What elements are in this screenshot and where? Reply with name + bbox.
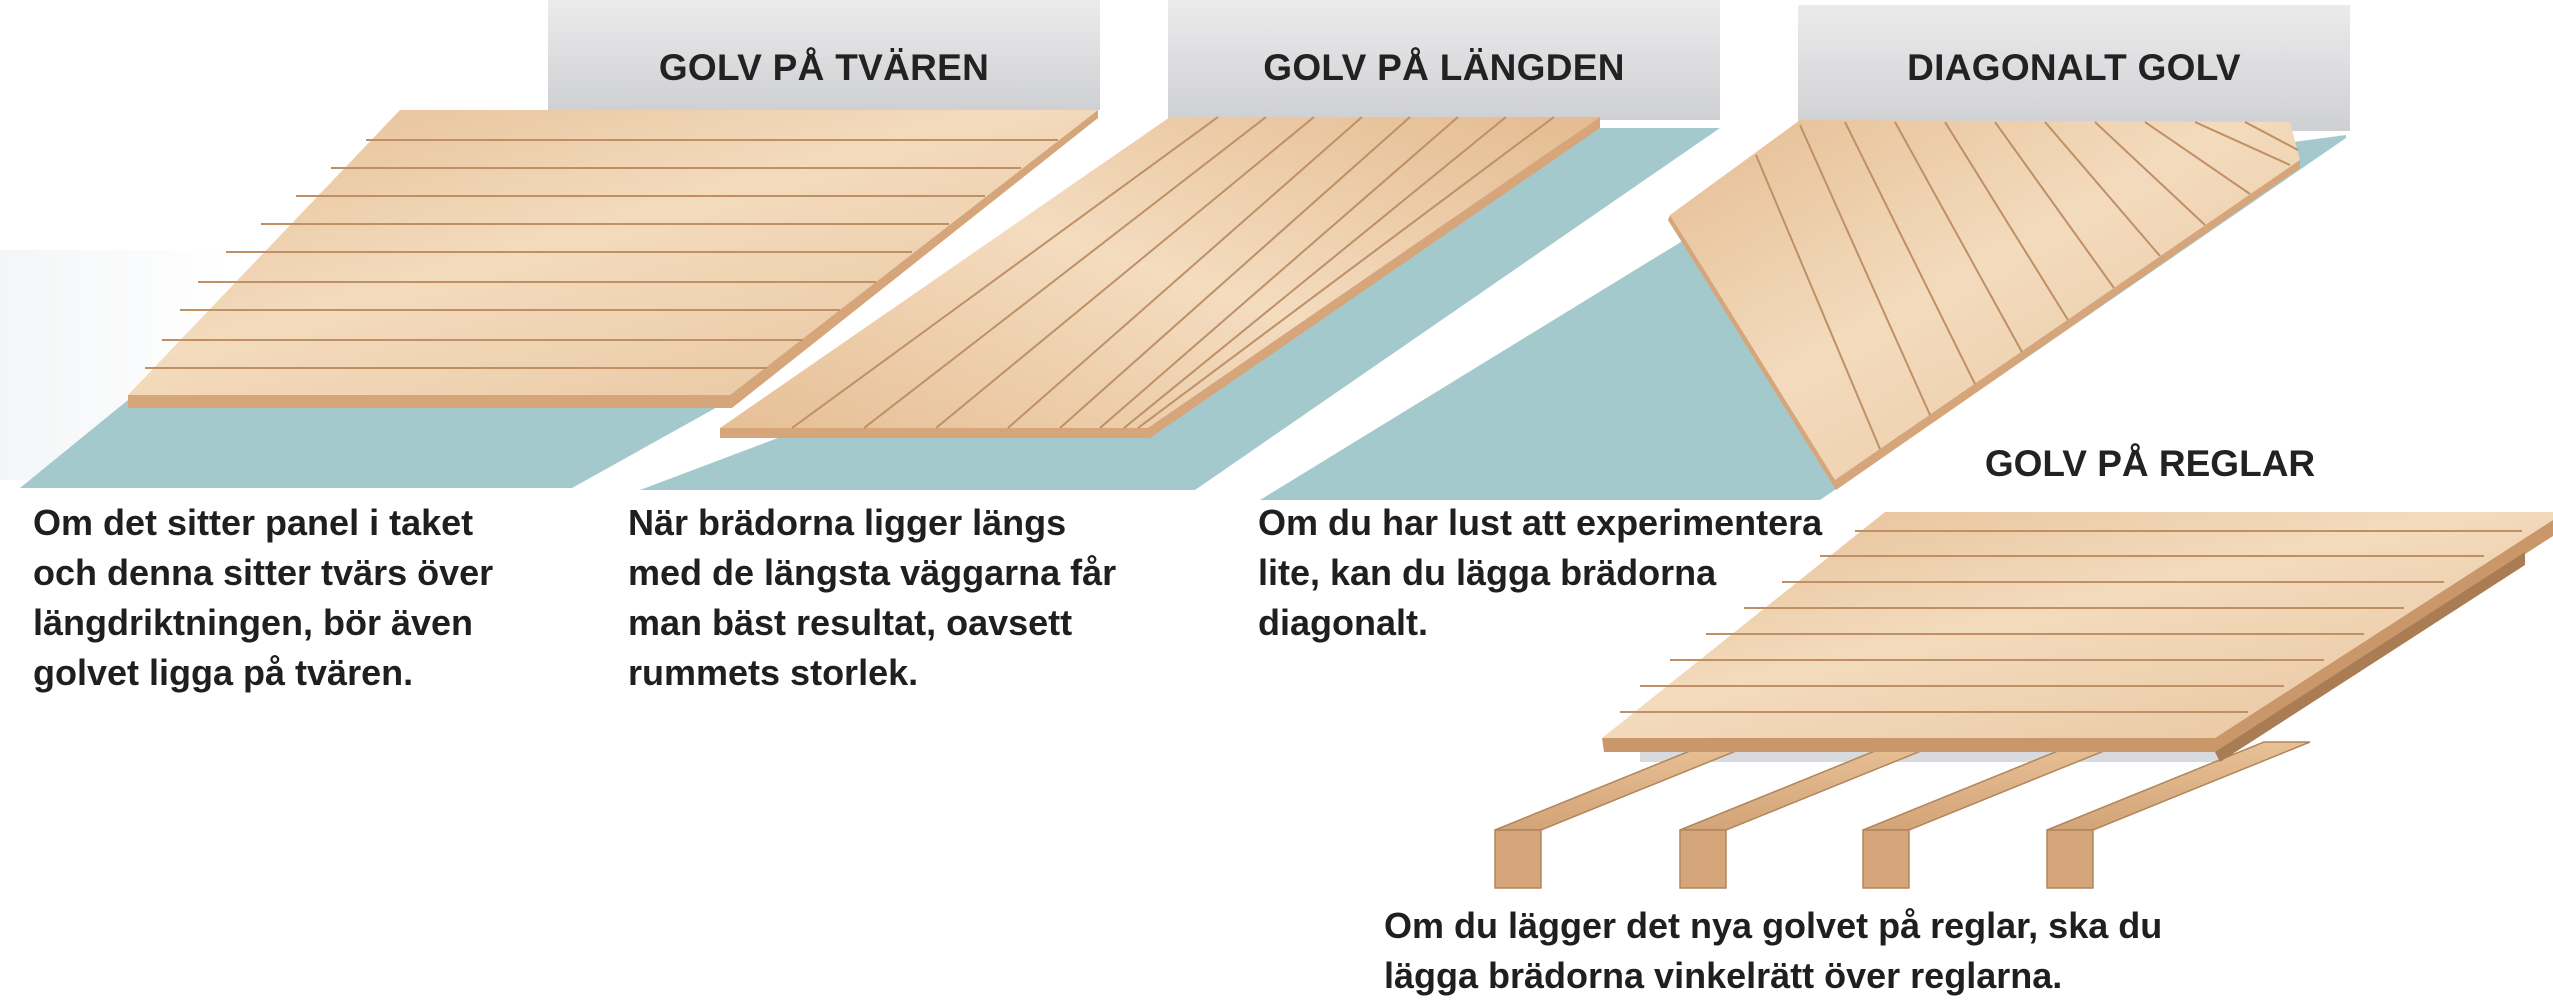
caption-tvaren-line-4: golvet ligga på tvären. xyxy=(33,652,414,693)
caption-langden-line-3: man bäst resultat, oavsett xyxy=(628,602,1073,643)
caption-diagonalt-line-1: Om du har lust att experimentera xyxy=(1258,502,1823,543)
caption-reglar-line-2: lägga brädorna vinkelrätt över reglarna. xyxy=(1384,955,2063,996)
joist-2-end xyxy=(1680,830,1726,888)
caption-tvaren-line-3: längdriktningen, bör även xyxy=(33,602,474,643)
caption-langden-line-1: När brädorna ligger längs xyxy=(628,502,1067,543)
joist-4-end xyxy=(2047,830,2093,888)
floor-base-tvaren xyxy=(20,400,730,488)
caption-reglar xyxy=(1384,901,2162,1001)
caption-diagonalt-line-3: diagonalt. xyxy=(1258,602,1428,643)
title-tvaren: GOLV PÅ TVÄREN xyxy=(658,47,990,88)
joist-1-end xyxy=(1495,830,1541,888)
caption-tvaren-line-2: och denna sitter tvärs över xyxy=(33,552,494,593)
title-langden: GOLV PÅ LÄNGDEN xyxy=(1263,47,1625,88)
joist-3-end xyxy=(1863,830,1909,888)
title-diagonalt: DIAGONALT GOLV xyxy=(1907,47,2241,88)
title-reglar: GOLV PÅ REGLAR xyxy=(1984,443,2316,484)
caption-langden xyxy=(628,498,1116,698)
caption-langden-line-4: rummets storlek. xyxy=(628,652,919,693)
caption-tvaren xyxy=(33,498,493,698)
caption-diagonalt-line-2: lite, kan du lägga brädorna xyxy=(1258,552,1717,593)
caption-reglar-line-1: Om du lägger det nya golvet på reglar, ska du xyxy=(1384,905,2163,946)
caption-langden-line-2: med de längsta väggarna får xyxy=(628,552,1117,593)
caption-diagonalt xyxy=(1258,498,1822,648)
joists xyxy=(1495,742,2310,888)
caption-tvaren-line-1: Om det sitter panel i taket xyxy=(33,502,474,543)
